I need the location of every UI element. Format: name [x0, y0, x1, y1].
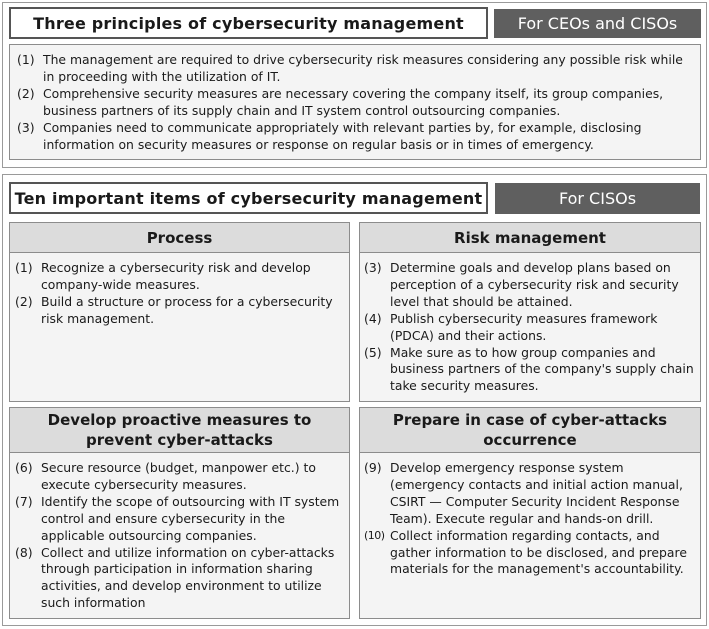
ten-items-title: Ten important items of cybersecurity management	[9, 182, 488, 214]
item-number: (2)	[17, 85, 35, 101]
item-text: Develop emergency response system (emergency contacts and initial action manual, CSIRT — Computer Security Incident Response Team). Execute regular and hands-on drill.	[390, 460, 683, 526]
item-text: Collect information regarding contacts, and gather information to be disclosed, and prepare materials for the management's accountability.	[390, 527, 687, 577]
item-text: Publish cybersecurity measures framework (PDCA) and their actions.	[390, 310, 658, 343]
item-text: Identify the scope of outsourcing with IT system control and ensure cybersecurity in the applicable outsourcing companies.	[41, 493, 340, 543]
list-item	[364, 528, 694, 579]
principles-list	[17, 52, 692, 153]
item-number: (4)	[364, 310, 382, 326]
item-text: Companies need to communicate appropriately with relevant parties by, for example, disclosing information on security measures or response on regular basis or in times of emergency.	[43, 119, 642, 152]
item-text: The management are required to drive cybersecurity risk measures considering any possible risk while in proceeding with the utilization of IT.	[43, 52, 683, 84]
item-text: Comprehensive security measures are necessary covering the company itself, its group companies, business partners of its supply chain and IT system control outsourcing companies.	[43, 85, 664, 118]
list-item	[17, 86, 692, 120]
list-item	[17, 52, 692, 86]
list-item	[15, 260, 345, 294]
list-item	[15, 460, 347, 494]
item-text: Make sure as to how group companies and business partners of the company's supply chain take security measures.	[390, 344, 694, 394]
process-list	[15, 260, 345, 328]
list-item	[15, 294, 345, 328]
item-number: (6)	[15, 460, 33, 475]
item-number: (10)	[364, 528, 385, 542]
item-number: (1)	[17, 52, 35, 67]
risk-management-heading: Risk management	[359, 222, 701, 253]
ten-items-audience-tag: For CISOs	[495, 183, 700, 214]
item-number: (7)	[15, 493, 33, 509]
principles-panel	[9, 44, 701, 160]
item-number: (3)	[364, 260, 382, 275]
list-item	[364, 345, 694, 396]
item-text: Secure resource (budget, manpower etc.) to execute cybersecurity measures.	[41, 460, 316, 492]
principles-title: Three principles of cybersecurity management	[9, 7, 488, 39]
item-number: (9)	[364, 460, 382, 475]
risk-management-list	[364, 260, 694, 395]
item-number: (1)	[15, 260, 33, 275]
list-item	[15, 545, 347, 613]
prepare-list	[364, 460, 694, 578]
principles-audience-tag: For CEOs and CISOs	[494, 9, 701, 38]
item-number: (3)	[17, 119, 35, 135]
item-text: Determine goals and develop plans based on perception of a cybersecurity risk and security level that should be attained.	[390, 260, 679, 309]
list-item	[17, 120, 692, 154]
item-text: Collect and utilize information on cyber-attacks through participation in information sharing activities, and develop environment to utilize such information	[41, 544, 335, 611]
list-item	[15, 494, 347, 545]
list-item	[364, 311, 694, 345]
list-item	[364, 260, 694, 311]
item-number: (8)	[15, 544, 33, 560]
process-heading: Process	[9, 222, 350, 253]
proactive-measures-heading: Develop proactive measures to prevent cyber-attacks	[9, 407, 350, 453]
list-item	[364, 460, 694, 528]
item-text: Build a structure or process for a cybersecurity risk management.	[41, 293, 333, 326]
item-text: Recognize a cybersecurity risk and develop company-wide measures.	[41, 260, 311, 292]
item-number: (2)	[15, 293, 33, 309]
proactive-measures-list	[15, 460, 347, 612]
item-number: (5)	[364, 344, 382, 360]
prepare-heading: Prepare in case of cyber-attacks occurrence	[359, 407, 701, 453]
